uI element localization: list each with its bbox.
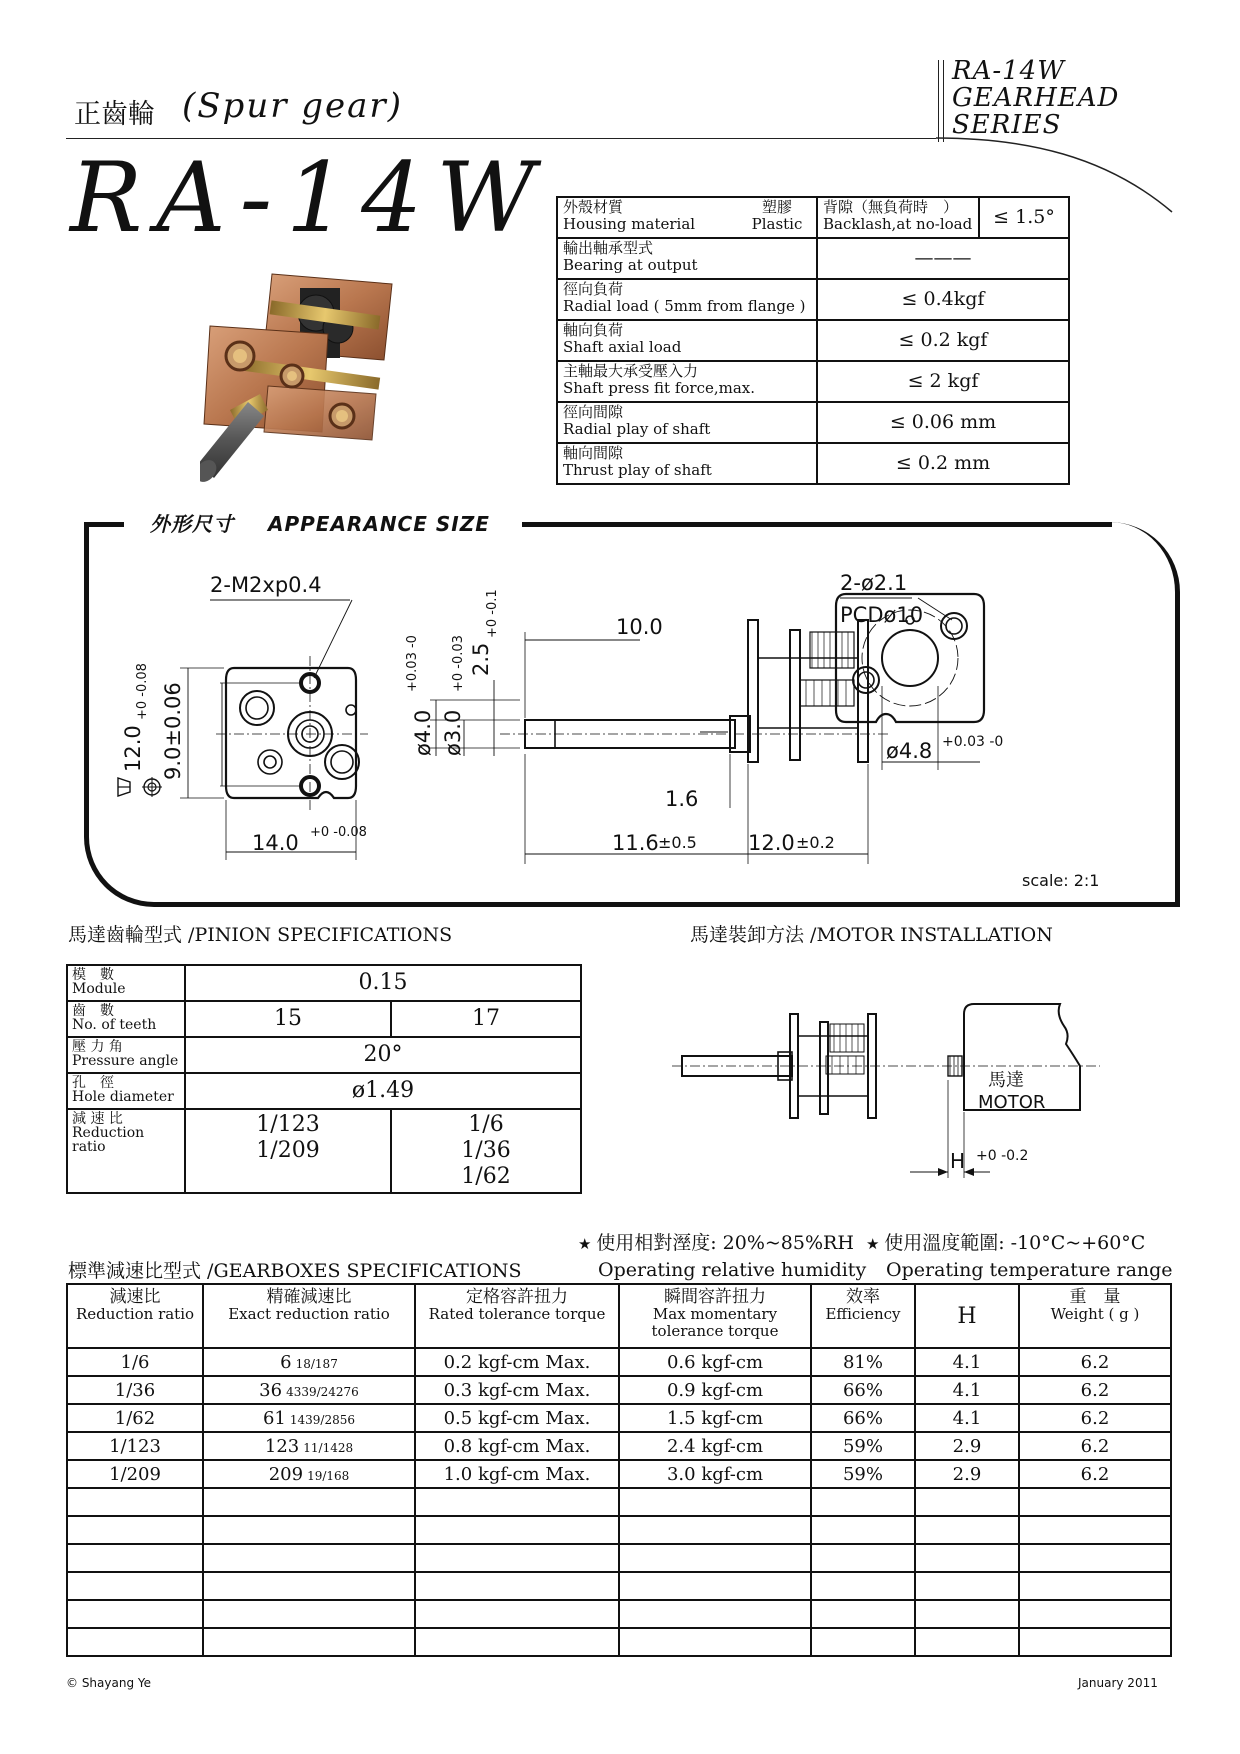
dim-len116-tol: ±0.5	[658, 833, 697, 852]
exact-whole: 123	[264, 1435, 300, 1457]
cell-exact	[203, 1376, 415, 1404]
label-cn: 主軸最大承受壓入力	[563, 362, 699, 380]
empty-cell	[67, 1600, 203, 1628]
dim-pcd: PCDø10	[840, 603, 924, 627]
label-en: Backlash,at no-load	[823, 215, 973, 233]
spec-label	[557, 402, 817, 443]
appearance-title-cn: 外形尺寸	[150, 512, 234, 536]
label-cn: 軸向間隙	[563, 444, 624, 462]
label-cn: 輸出軸承型式	[563, 239, 654, 257]
footer-date: January 2011	[1078, 1676, 1158, 1690]
empty-cell	[619, 1516, 811, 1544]
pinion-value: 17	[391, 1001, 581, 1037]
spec-label	[557, 361, 817, 402]
header-cn: 重 量	[1069, 1287, 1121, 1307]
exact-fraction: 1439/2856	[289, 1412, 356, 1427]
spec-label	[557, 443, 817, 484]
appearance-title-en: APPEARANCE SIZE	[268, 512, 490, 536]
cell-ratio: 1/36	[67, 1376, 203, 1404]
empty-cell	[415, 1516, 619, 1544]
pinion-value	[391, 1109, 581, 1193]
cell-ratio: 1/62	[67, 1404, 203, 1432]
empty-cell	[915, 1628, 1019, 1656]
empty-cell	[915, 1600, 1019, 1628]
empty-cell	[67, 1572, 203, 1600]
temp-condition	[866, 1230, 1173, 1283]
empty-row	[67, 1628, 1171, 1656]
empty-cell	[619, 1572, 811, 1600]
ratio-item: 1/123	[256, 1112, 320, 1137]
label-en: Radial play of shaft	[563, 420, 711, 438]
table-row	[67, 1460, 1171, 1488]
empty-cell	[915, 1516, 1019, 1544]
table-row	[557, 279, 1069, 320]
label-cn: 壓 力 角	[72, 1039, 123, 1055]
cell-eff: 66%	[811, 1404, 915, 1432]
dim-d4-tol: +0.03 -0	[405, 635, 420, 692]
spec-material	[738, 197, 817, 238]
header-cn: 精確減速比	[266, 1287, 352, 1307]
label-en: No. of teeth	[72, 1017, 157, 1033]
cell-w: 6.2	[1019, 1376, 1171, 1404]
temp-cn	[866, 1230, 1173, 1257]
pinion-value	[185, 1109, 391, 1193]
label-cn: 徑向負荷	[563, 280, 624, 298]
pinion-value: 20°	[185, 1037, 581, 1073]
table-row	[67, 1404, 1171, 1432]
table-row	[67, 1109, 581, 1193]
spec-value: ≤ 0.4kgf	[817, 279, 1069, 320]
exact-whole: 6	[280, 1351, 292, 1373]
appearance-title	[150, 508, 490, 537]
cell-exact	[203, 1460, 415, 1488]
ratio-item: 1/6	[468, 1112, 504, 1137]
cell-max: 0.9 kgf-cm	[619, 1376, 811, 1404]
material-en: Plastic	[751, 215, 803, 233]
exact-whole: 36	[259, 1379, 283, 1401]
empty-cell	[1019, 1600, 1171, 1628]
empty-cell	[1019, 1628, 1171, 1656]
dim-d48: ø4.8	[886, 739, 933, 763]
empty-cell	[915, 1488, 1019, 1516]
empty-cell	[1019, 1544, 1171, 1572]
label-en: Hole diameter	[72, 1089, 174, 1105]
empty-cell	[619, 1628, 811, 1656]
humidity-cn	[578, 1230, 866, 1257]
motor-install-title: 馬達裝卸方法 /MOTOR INSTALLATION	[690, 924, 1053, 946]
dim-d4: ø4.0	[411, 709, 435, 756]
header-en: Rated tolerance torque	[428, 1305, 606, 1323]
spec-label	[557, 320, 817, 361]
cell-max: 1.5 kgf-cm	[619, 1404, 811, 1432]
dim-len12: 12.0	[748, 831, 795, 855]
title-english: (Spur gear)	[182, 86, 403, 126]
empty-cell	[1019, 1572, 1171, 1600]
cell-eff: 81%	[811, 1348, 915, 1376]
header-cn: 瞬間容許扭力	[664, 1287, 766, 1307]
empty-cell	[67, 1628, 203, 1656]
empty-cell	[415, 1600, 619, 1628]
spec-value: ≤ 0.06 mm	[817, 402, 1069, 443]
motor-install-drawing	[660, 1000, 1120, 1200]
pinion-title: 馬達齒輪型式 /PINION SPECIFICATIONS	[68, 924, 453, 946]
table-row	[557, 197, 1069, 238]
empty-cell	[203, 1488, 415, 1516]
cell-rated: 0.3 kgf-cm Max.	[415, 1376, 619, 1404]
empty-cell	[1019, 1488, 1171, 1516]
exact-fraction: 18/187	[295, 1356, 338, 1371]
cell-h: 4.1	[915, 1348, 1019, 1376]
empty-cell	[619, 1544, 811, 1572]
header-en: Reduction ratio	[75, 1305, 195, 1323]
cell-h: 4.1	[915, 1376, 1019, 1404]
cell-h: 2.9	[915, 1432, 1019, 1460]
table-row	[67, 1073, 581, 1109]
label-en: Radial load ( 5mm from flange )	[563, 297, 806, 315]
spec-value: ≤ 2 kgf	[817, 361, 1069, 402]
gearhead-photo	[200, 268, 420, 490]
dim-flat-tol: +0 -0.1	[485, 589, 500, 638]
empty-cell	[203, 1544, 415, 1572]
label-en: Shaft axial load	[563, 338, 682, 356]
header-en: Weight ( g )	[1050, 1305, 1140, 1323]
cell-ratio: 1/6	[67, 1348, 203, 1376]
cell-w: 6.2	[1019, 1348, 1171, 1376]
ratio-item: 1/36	[461, 1138, 511, 1163]
column-header	[915, 1284, 1019, 1348]
cell-max: 2.4 kgf-cm	[619, 1432, 811, 1460]
dim-height12-tol: +0 -0.08	[135, 663, 150, 720]
dim-len10: 10.0	[616, 615, 663, 639]
series-line: SERIES	[952, 110, 1062, 140]
dim-height9: 9.0±0.06	[161, 682, 185, 780]
cell-eff: 59%	[811, 1432, 915, 1460]
cell-rated: 0.5 kgf-cm Max.	[415, 1404, 619, 1432]
pinion-label	[67, 1037, 185, 1073]
empty-row	[67, 1544, 1171, 1572]
table-row	[557, 443, 1069, 484]
empty-row	[67, 1516, 1171, 1544]
column-header	[415, 1284, 619, 1348]
spec-table	[556, 196, 1070, 485]
label-en: Pressure angle	[72, 1053, 179, 1069]
empty-cell	[811, 1600, 915, 1628]
cell-rated: 0.2 kgf-cm Max.	[415, 1348, 619, 1376]
dim-height12: 12.0	[121, 725, 145, 772]
cell-rated: 1.0 kgf-cm Max.	[415, 1460, 619, 1488]
cell-rated: 0.8 kgf-cm Max.	[415, 1432, 619, 1460]
table-row	[67, 1348, 1171, 1376]
dim-len116: 11.6	[612, 831, 659, 855]
cell-exact	[203, 1432, 415, 1460]
header-en: Efficiency	[825, 1305, 901, 1323]
table-row	[557, 402, 1069, 443]
label-cn: 減 速 比	[72, 1111, 123, 1127]
exact-fraction: 11/1428	[303, 1440, 354, 1455]
humidity-value: 使用相對溼度: 20%~85%RH	[596, 1232, 854, 1254]
empty-cell	[811, 1488, 915, 1516]
cell-exact	[203, 1404, 415, 1432]
spec-label	[557, 279, 817, 320]
exact-fraction: 4339/24276	[286, 1384, 359, 1399]
table-row	[67, 1037, 581, 1073]
column-header	[811, 1284, 915, 1348]
empty-cell	[915, 1544, 1019, 1572]
temp-value: 使用溫度範圍: -10°C~+60°C	[884, 1232, 1146, 1254]
label-en: Shaft press fit force,max.	[563, 379, 756, 397]
column-header	[619, 1284, 811, 1348]
gearbox-title: 標準減速比型式 /GEARBOXES SPECIFICATIONS	[68, 1260, 522, 1282]
star-icon: ★	[866, 1235, 885, 1253]
cell-h: 4.1	[915, 1404, 1019, 1432]
star-icon: ★	[578, 1235, 597, 1253]
pinion-value: 15	[185, 1001, 391, 1037]
motor-label-cn: 馬達	[988, 1070, 1024, 1091]
dim-width14: 14.0	[252, 831, 299, 855]
empty-cell	[203, 1628, 415, 1656]
empty-cell	[67, 1488, 203, 1516]
pinion-value: 0.15	[185, 965, 581, 1001]
header-cn: 效率	[846, 1287, 880, 1307]
empty-cell	[1019, 1516, 1171, 1544]
table-row	[557, 238, 1069, 279]
empty-cell	[67, 1516, 203, 1544]
cell-ratio: 1/209	[67, 1460, 203, 1488]
spec-value: ———	[817, 238, 1069, 279]
label-en: Module	[72, 981, 126, 997]
empty-cell	[67, 1544, 203, 1572]
pinion-label	[67, 1109, 185, 1193]
series-bar	[938, 60, 939, 142]
header-en: Max momentary tolerance torque	[651, 1305, 779, 1340]
empty-cell	[811, 1628, 915, 1656]
empty-cell	[203, 1516, 415, 1544]
cell-exact	[203, 1348, 415, 1376]
header-en: Exact reduction ratio	[228, 1305, 390, 1323]
column-header	[203, 1284, 415, 1348]
header-cn: 定格容許扭力	[466, 1287, 568, 1307]
label-cn: 徑向間隙	[563, 403, 624, 421]
humidity-condition	[578, 1230, 866, 1283]
cell-w: 6.2	[1019, 1404, 1171, 1432]
dim-d48-tol: +0.03 -0	[942, 734, 1004, 750]
dim-flat: 2.5	[469, 642, 493, 676]
cell-eff: 66%	[811, 1376, 915, 1404]
series-bar	[943, 60, 944, 142]
pinion-table	[66, 964, 582, 1194]
dim-width14-tol: +0 -0.08	[310, 825, 367, 840]
empty-cell	[415, 1488, 619, 1516]
label-en: Housing material	[563, 215, 696, 233]
column-header	[67, 1284, 203, 1348]
empty-cell	[811, 1544, 915, 1572]
dim-len16: 1.6	[665, 787, 699, 811]
dim-d3-tol: +0 -0.03	[451, 635, 466, 692]
model-number: RA-14W	[70, 142, 549, 254]
empty-cell	[619, 1488, 811, 1516]
cell-ratio: 1/123	[67, 1432, 203, 1460]
cell-h: 2.9	[915, 1460, 1019, 1488]
h-label: H	[950, 1149, 966, 1173]
h-tol: +0 -0.2	[976, 1148, 1029, 1164]
dimension-drawing	[100, 560, 1160, 890]
empty-cell	[915, 1572, 1019, 1600]
table-row	[67, 965, 581, 1001]
spec-value: ≤ 0.2 mm	[817, 443, 1069, 484]
header-cn: 減速比	[109, 1287, 161, 1307]
empty-row	[67, 1488, 1171, 1516]
cell-w: 6.2	[1019, 1460, 1171, 1488]
material-cn: 塑膠	[761, 198, 792, 216]
column-header	[1019, 1284, 1171, 1348]
table-header-row	[67, 1284, 1171, 1348]
label-en: Reduction ratio	[72, 1125, 145, 1155]
empty-cell	[619, 1600, 811, 1628]
spec-label	[557, 197, 738, 238]
empty-cell	[415, 1544, 619, 1572]
pinion-label	[67, 1001, 185, 1037]
empty-cell	[415, 1572, 619, 1600]
pinion-value: ø1.49	[185, 1073, 581, 1109]
label-en: Bearing at output	[563, 256, 698, 274]
table-row	[67, 1001, 581, 1037]
scale-label: scale: 2:1	[1022, 871, 1100, 890]
footer-author: © Shayang Ye	[66, 1676, 152, 1690]
frame-top-right	[522, 522, 1112, 527]
label-cn: 模 數	[72, 967, 114, 983]
header-rule	[66, 138, 936, 139]
cell-max: 3.0 kgf-cm	[619, 1460, 811, 1488]
ratio-item: 1/209	[256, 1138, 320, 1163]
cell-eff: 59%	[811, 1460, 915, 1488]
header-en: H	[957, 1303, 977, 1329]
spec-value: ≤ 0.2 kgf	[817, 320, 1069, 361]
label-cn: 齒 數	[72, 1003, 114, 1019]
series-line: RA-14W	[952, 56, 1065, 86]
exact-whole: 209	[268, 1463, 304, 1485]
empty-cell	[415, 1628, 619, 1656]
label-cn: 孔 徑	[72, 1075, 114, 1091]
empty-row	[67, 1572, 1171, 1600]
temp-en: Operating temperature range	[886, 1259, 1173, 1281]
dim-holes: 2-ø2.1	[840, 571, 908, 595]
table-row	[67, 1432, 1171, 1460]
spec-label	[817, 197, 979, 238]
cell-w: 6.2	[1019, 1432, 1171, 1460]
label-en: Thrust play of shaft	[563, 461, 712, 479]
table-row	[67, 1376, 1171, 1404]
label-cn: 背隙（無負荷時 ）	[823, 198, 959, 216]
dim-thread: 2-M2xp0.4	[210, 573, 322, 597]
empty-cell	[203, 1600, 415, 1628]
series-label	[952, 58, 1119, 139]
spec-value: ≤ 1.5°	[979, 197, 1069, 238]
spec-label	[557, 238, 817, 279]
gearbox-table	[66, 1283, 1172, 1657]
exact-whole: 61	[262, 1407, 286, 1429]
humidity-en: Operating relative humidity	[598, 1259, 867, 1281]
dim-len12-tol: ±0.2	[796, 833, 835, 852]
empty-cell	[203, 1572, 415, 1600]
empty-cell	[811, 1516, 915, 1544]
pinion-label	[67, 965, 185, 1001]
label-cn: 軸向負荷	[563, 321, 624, 339]
pinion-label	[67, 1073, 185, 1109]
table-row	[557, 320, 1069, 361]
frame-top-left	[84, 522, 124, 527]
title-chinese: 正齒輪	[74, 99, 155, 130]
empty-cell	[811, 1572, 915, 1600]
motor-label-en: MOTOR	[978, 1092, 1046, 1113]
dim-d3: ø3.0	[441, 709, 465, 756]
exact-fraction: 19/168	[307, 1468, 350, 1483]
series-line: GEARHEAD	[952, 83, 1120, 113]
empty-row	[67, 1600, 1171, 1628]
cell-max: 0.6 kgf-cm	[619, 1348, 811, 1376]
label-cn: 外殼材質	[563, 198, 624, 216]
ratio-item: 1/62	[461, 1164, 511, 1189]
table-row	[557, 361, 1069, 402]
